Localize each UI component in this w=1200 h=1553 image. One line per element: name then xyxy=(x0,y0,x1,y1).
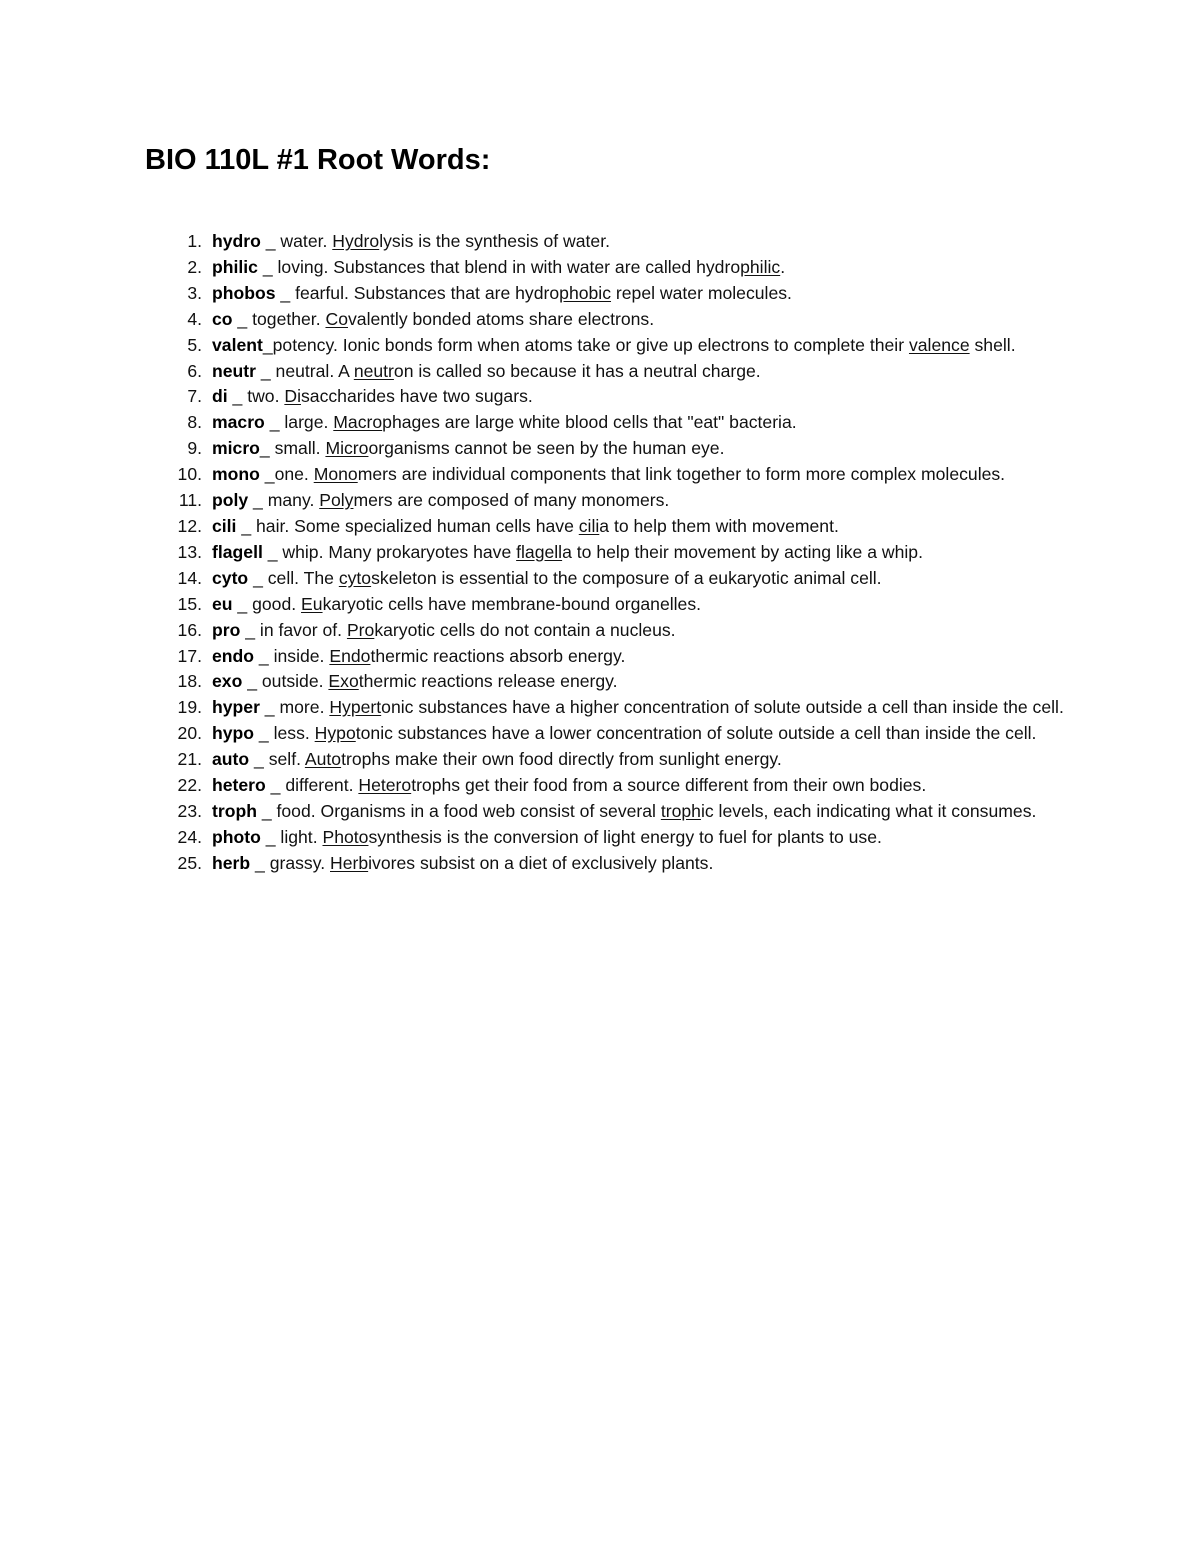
list-item xyxy=(187,410,1064,436)
definition-text: _ self. xyxy=(249,749,305,770)
item-number: 25. xyxy=(177,852,202,873)
definition-text: phages are large white blood cells that "eat" bacteria. xyxy=(382,412,797,433)
root-word: mono xyxy=(212,464,260,485)
root-word: di xyxy=(212,386,228,407)
definition-text: _ grassy. xyxy=(250,852,330,873)
underlined-root-example: cyto xyxy=(338,567,372,588)
underlined-root-example: philic xyxy=(740,256,781,277)
definition-text: valently bonded atoms share electrons. xyxy=(347,308,655,329)
list-item xyxy=(187,333,1064,359)
underlined-root-example: Hypo xyxy=(314,723,356,744)
list-item xyxy=(177,540,1064,566)
definition-text: _ more. xyxy=(259,697,330,718)
root-word: flagell xyxy=(212,541,263,562)
root-word: auto xyxy=(212,749,250,770)
list-item xyxy=(177,566,1064,592)
underlined-root-example: phobic xyxy=(559,282,612,303)
root-word: micro xyxy=(212,438,260,459)
underlined-root-example: Hetero xyxy=(358,775,412,796)
list-item xyxy=(178,488,1064,514)
underlined-root-example: Photo xyxy=(322,826,369,847)
list-item xyxy=(187,384,1064,410)
definition-text: shell. xyxy=(969,334,1016,355)
underlined-root-example: neutr xyxy=(353,360,394,381)
root-word: neutr xyxy=(212,360,256,381)
underlined-root-example: Poly xyxy=(319,490,354,511)
root-word: hypo xyxy=(212,723,255,744)
root-word: eu xyxy=(212,593,233,614)
item-number: 14. xyxy=(177,567,202,588)
root-word: cyto xyxy=(212,567,249,588)
definition-text: repel water molecules. xyxy=(611,282,792,303)
definition-text: _ water. xyxy=(260,231,333,251)
root-word: exo xyxy=(212,671,243,692)
definition-text: _ light. xyxy=(260,826,323,847)
underlined-root-example: Co xyxy=(325,308,348,329)
page-title: BIO 110L #1 Root Words: xyxy=(145,144,491,176)
list-item xyxy=(177,851,1064,877)
item-number: 11. xyxy=(178,490,202,511)
definition-text: ic levels, each indicating what it consumes. xyxy=(700,800,1037,821)
list-item xyxy=(177,799,1064,825)
item-number: 1. xyxy=(187,231,202,251)
root-word: co xyxy=(212,308,233,329)
item-number: 10. xyxy=(177,464,202,485)
definition-text: _ together. xyxy=(232,308,326,329)
item-number: 7. xyxy=(187,386,202,407)
definition-text: _one. xyxy=(259,464,314,485)
underlined-root-example: Eu xyxy=(301,593,323,614)
list-item xyxy=(177,644,1064,670)
definition-text: on is called so because it has a neutral charge. xyxy=(393,360,761,381)
underlined-root-example: valence xyxy=(908,334,970,355)
definition-text: mers are individual components that link together to form more complex molecules. xyxy=(357,464,1006,485)
definition-text: saccharides have two sugars. xyxy=(300,386,533,407)
definition-text: _ loving. Substances that blend in with water are called hydro xyxy=(257,256,741,277)
item-number: 9. xyxy=(187,438,202,459)
definition-text: _ large. xyxy=(264,412,334,433)
definition-text: onic substances have a higher concentration of solute outside a cell than inside the cell. xyxy=(381,697,1064,718)
list-item xyxy=(177,695,1064,721)
list-item xyxy=(177,825,1064,851)
underlined-root-example: Endo xyxy=(329,645,371,666)
underlined-root-example: Exo xyxy=(328,671,359,692)
underlined-root-example: Auto xyxy=(304,749,342,770)
definition-text: . xyxy=(780,256,786,277)
underlined-root-example: flagell xyxy=(516,541,563,562)
definition-text: _ many. xyxy=(248,490,320,511)
list-item xyxy=(177,462,1064,488)
list-item xyxy=(187,359,1064,385)
root-word: poly xyxy=(212,490,249,511)
list-item xyxy=(177,773,1064,799)
root-word: pro xyxy=(212,619,241,640)
definition-text: ivores subsist on a diet of exclusively plants. xyxy=(368,852,714,873)
definition-text: organisms cannot be seen by the human eye. xyxy=(368,438,725,459)
root-word: cili xyxy=(212,515,237,536)
item-number: 18. xyxy=(177,671,202,692)
root-word: endo xyxy=(212,645,255,666)
list-item xyxy=(177,618,1064,644)
definition-text: _ different. xyxy=(265,775,359,796)
definition-text: trophs make their own food directly from sunlight energy. xyxy=(341,749,782,770)
definition-text: trophs get their food from a source different from their own bodies. xyxy=(411,775,927,796)
underlined-root-example: Herb xyxy=(330,852,369,873)
list-item xyxy=(177,592,1064,618)
item-number: 8. xyxy=(187,412,202,433)
item-number: 23. xyxy=(177,800,202,821)
item-number: 12. xyxy=(177,515,202,536)
root-word: valent xyxy=(212,334,263,355)
definition-text: _ two. xyxy=(227,386,285,407)
definition-text: _potency. Ionic bonds form when atoms take or give up electrons to complete their xyxy=(262,334,909,355)
list-item xyxy=(187,436,1064,462)
item-number: 13. xyxy=(177,541,202,562)
item-number: 22. xyxy=(177,775,202,796)
definition-text: mers are composed of many monomers. xyxy=(353,490,670,511)
definition-text: tonic substances have a lower concentration of solute outside a cell than inside the cell. xyxy=(355,723,1037,744)
definition-text: _ less. xyxy=(254,723,315,744)
definition-text: _ cell. The xyxy=(248,567,339,588)
item-number: 2. xyxy=(187,256,202,277)
item-number: 5. xyxy=(187,334,202,355)
root-word: hyper xyxy=(212,697,260,718)
item-number: 15. xyxy=(177,593,202,614)
list-item xyxy=(187,255,1064,281)
definition-text: _ good. xyxy=(232,593,302,614)
definition-text: thermic reactions absorb energy. xyxy=(370,645,626,666)
item-number: 19. xyxy=(177,697,202,718)
list-item xyxy=(187,229,1064,255)
underlined-root-example: troph xyxy=(660,800,701,821)
underlined-root-example: cili xyxy=(578,515,600,536)
item-number: 24. xyxy=(177,826,202,847)
definition-text: _ food. Organisms in a food web consist of several xyxy=(256,800,661,821)
root-word: philic xyxy=(212,256,258,277)
root-word: troph xyxy=(212,800,257,821)
item-number: 17. xyxy=(177,645,202,666)
underlined-root-example: Macro xyxy=(333,412,383,433)
underlined-root-example: Di xyxy=(284,386,301,407)
item-number: 20. xyxy=(177,723,202,744)
item-number: 16. xyxy=(177,619,202,640)
list-item xyxy=(187,281,1064,307)
underlined-root-example: Hydro xyxy=(332,231,380,251)
list-item xyxy=(177,669,1064,695)
underlined-root-example: Micro xyxy=(325,438,369,459)
root-word: hydro xyxy=(212,231,261,251)
root-word: phobos xyxy=(212,282,276,303)
root-word: herb xyxy=(212,852,251,873)
definition-text: _ outside. xyxy=(242,671,329,692)
definition-text: synthesis is the conversion of light energy to fuel for plants to use. xyxy=(368,826,882,847)
definition-text: _ in favor of. xyxy=(240,619,347,640)
item-number: 4. xyxy=(187,308,202,329)
root-word: photo xyxy=(212,826,261,847)
definition-text: _ hair. Some specialized human cells have xyxy=(236,515,579,536)
underlined-root-example: Mono xyxy=(313,464,358,485)
definition-text: _ fearful. Substances that are hydro xyxy=(275,282,560,303)
definition-text: karyotic cells do not contain a nucleus. xyxy=(374,619,676,640)
definition-text: _ inside. xyxy=(254,645,330,666)
definition-text: lysis is the synthesis of water. xyxy=(379,231,610,251)
list-item xyxy=(177,514,1064,540)
underlined-root-example: Pro xyxy=(346,619,375,640)
root-word-list xyxy=(177,229,1064,877)
definition-text: a to help their movement by acting like a whip. xyxy=(562,541,923,562)
underlined-root-example: Hypert xyxy=(329,697,382,718)
item-number: 6. xyxy=(187,360,202,381)
list-item xyxy=(177,747,1064,773)
item-number: 3. xyxy=(187,282,202,303)
definition-text: _ neutral. A xyxy=(255,360,354,381)
definition-text: _ small. xyxy=(259,438,326,459)
definition-text: karyotic cells have membrane-bound organelles. xyxy=(322,593,702,614)
definition-text: thermic reactions release energy. xyxy=(358,671,618,692)
definition-text: a to help them with movement. xyxy=(599,515,839,536)
list-item xyxy=(187,307,1064,333)
definition-text: skeleton is essential to the composure of a eukaryotic animal cell. xyxy=(371,567,882,588)
definition-text: _ whip. Many prokaryotes have xyxy=(262,541,517,562)
list-item xyxy=(177,721,1064,747)
root-word: macro xyxy=(212,412,265,433)
item-number: 21. xyxy=(177,749,202,770)
root-word: hetero xyxy=(212,775,266,796)
